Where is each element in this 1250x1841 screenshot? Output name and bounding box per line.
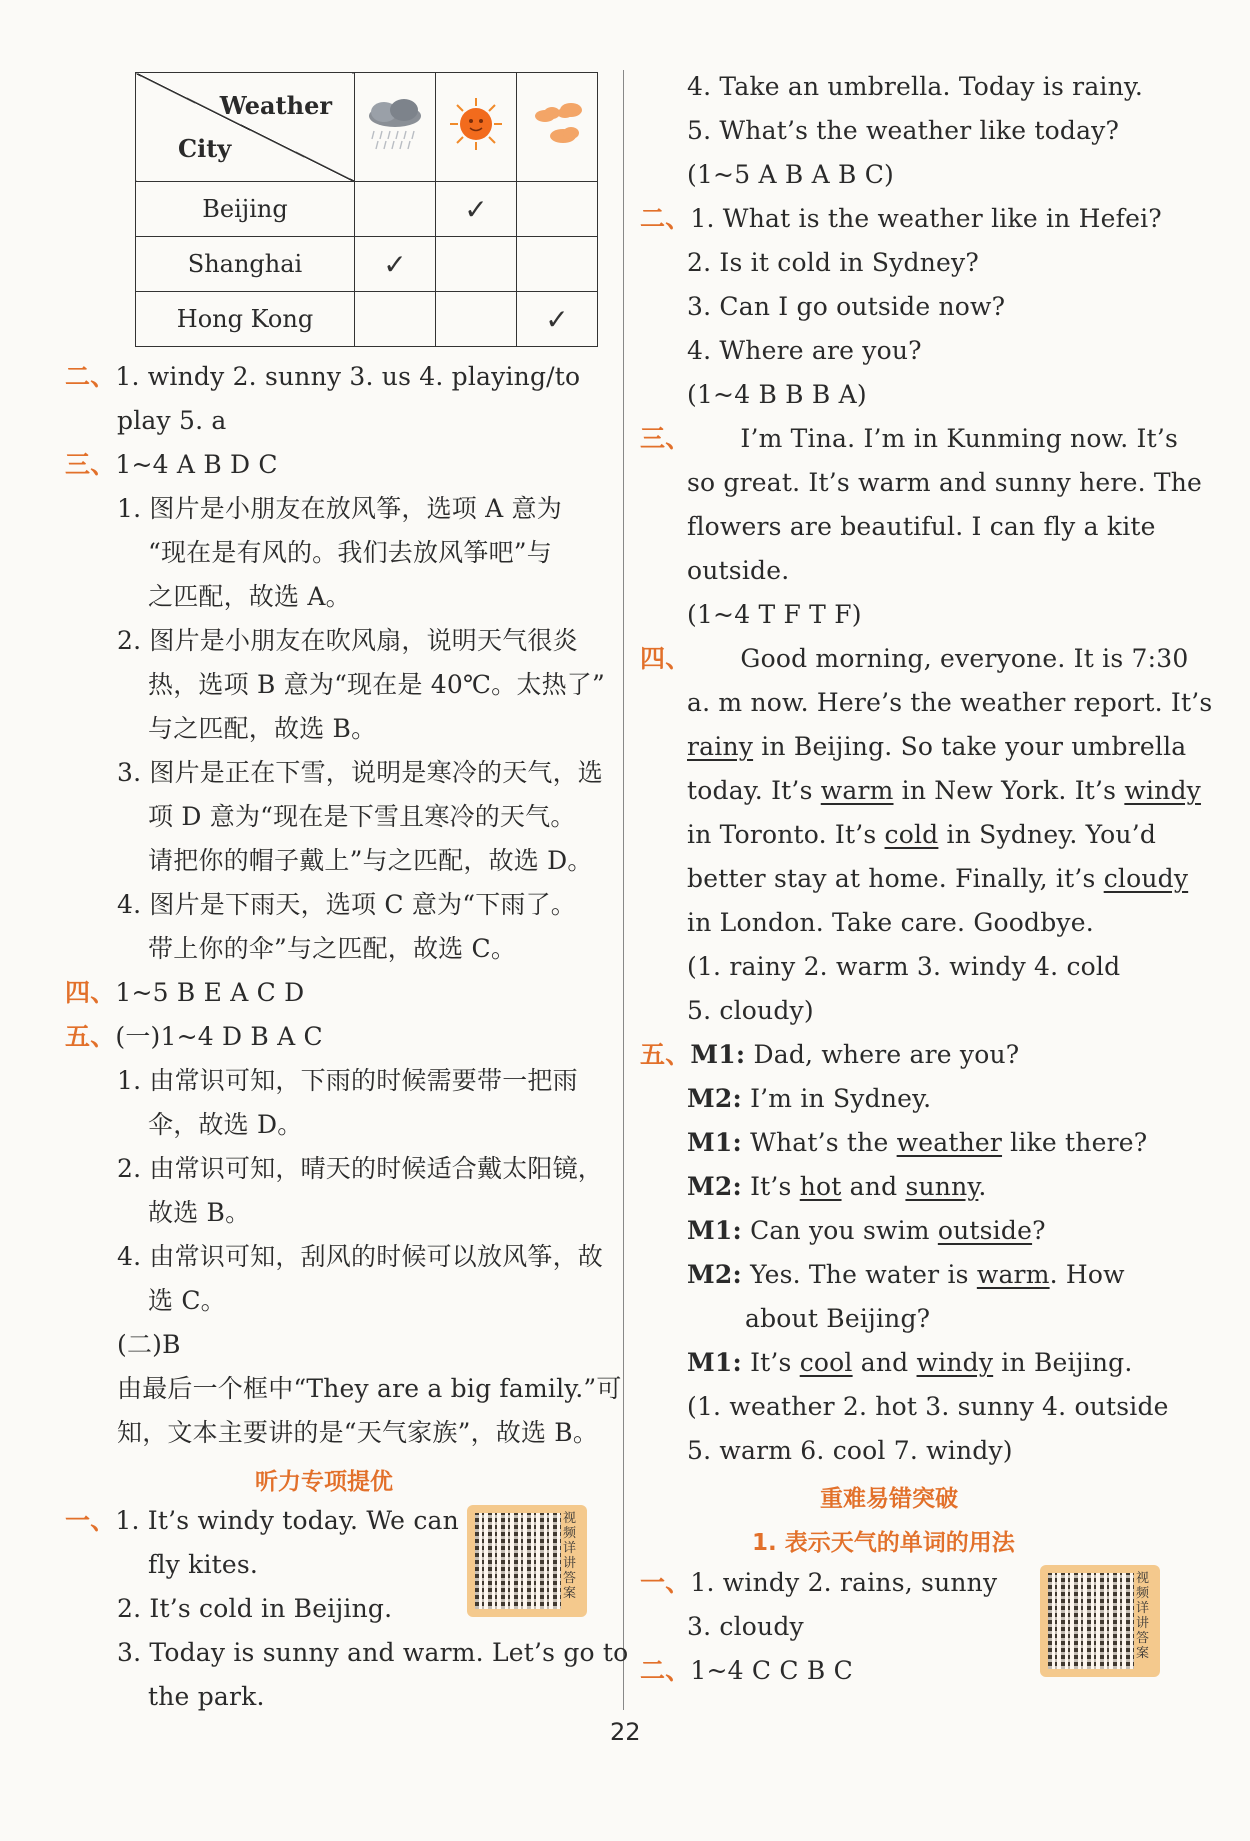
qr-caption: 视频详讲答案 (1136, 1571, 1150, 1661)
qr-code[interactable] (1040, 1565, 1160, 1677)
text-line: (1. weather 2. hot 3. sunny 4. outside (687, 1392, 1169, 1421)
table-cell (436, 292, 517, 347)
right-section-2: 二、1. What is the weather like in Hefei? (640, 204, 1162, 233)
table-cell (436, 237, 517, 292)
column-divider (623, 70, 624, 1710)
check-mark: ✓ (517, 292, 598, 347)
dialogue-line: about Beijing? (745, 1304, 931, 1333)
text-line: flowers are beautiful. I can fly a kite (687, 512, 1156, 541)
right-section-3: 三、 I’m Tina. I’m in Kunming now. It’s (640, 424, 1179, 453)
text-line: 与之匹配，故选 B。 (148, 714, 377, 743)
check-mark: ✓ (355, 237, 436, 292)
table-cell (355, 292, 436, 347)
text-line: 带上你的伞”与之匹配，故选 C。 (148, 934, 517, 963)
city-cell: Shanghai (136, 237, 355, 292)
table-cell (355, 182, 436, 237)
city-header: City (178, 134, 232, 163)
table-header-cell (136, 73, 355, 182)
text-line: 4. Where are you? (687, 336, 922, 365)
text-line: fly kites. (148, 1550, 259, 1579)
city-cell: Beijing (136, 182, 355, 237)
weather-table (135, 72, 598, 347)
text-line: 1. 由常识可知，下雨的时候需要带一把雨 (117, 1066, 578, 1095)
text-line: today. It’s warm in New York. It’s windy (687, 776, 1201, 805)
right-section-4: 四、 Good morning, everyone. It is 7:30 (640, 644, 1189, 673)
weather-header: Weather (219, 91, 332, 120)
text-line: 5. What’s the weather like today? (687, 116, 1120, 145)
text-line: 项 D 意为“现在是下雪且寒冷的天气。 (148, 802, 576, 831)
dialogue-line: M1: It’s cool and windy in Beijing. (687, 1348, 1133, 1377)
text-line: 故选 B。 (148, 1198, 251, 1227)
cloud-icon (517, 73, 598, 182)
text-line: 请把你的帽子戴上”与之匹配，故选 D。 (148, 846, 593, 875)
hard-2-line: 二、1~4 C C B C (640, 1656, 853, 1685)
dialogue-line: M2: Yes. The water is warm. How (687, 1260, 1125, 1289)
text-line: 由最后一个框中“They are a big family.”可 (117, 1374, 622, 1403)
hard-1-line: 一、1. windy 2. rains, sunny (640, 1568, 998, 1597)
right-section-5: 五、M1: Dad, where are you? (640, 1040, 1020, 1069)
city-cell: Hong Kong (136, 292, 355, 347)
text-line: 选 C。 (148, 1286, 226, 1315)
section-2-answers: 二、1. windy 2. sunny 3. us 4. playing/to (65, 362, 581, 391)
text-line: (1~5 A B A B C) (687, 160, 894, 189)
section-4-answers: 四、1~5 B E A C D (65, 978, 305, 1007)
listening-1-line: 一、1. It’s windy today. We can (65, 1506, 459, 1535)
text-line: better stay at home. Finally, it’s cloudy (687, 864, 1189, 893)
text-line: rainy in Beijing. So take your umbrella (687, 732, 1187, 761)
text-line: 1. 图片是小朋友在放风筝，选项 A 意为 (117, 494, 562, 523)
qr-code-image (1048, 1573, 1134, 1669)
text-line: 3. cloudy (687, 1612, 804, 1641)
text-line: in London. Take care. Goodbye. (687, 908, 1094, 937)
rain-cloud-icon (355, 73, 436, 182)
text-line: (二)B (117, 1330, 181, 1359)
dialogue-line: M2: It’s hot and sunny. (687, 1172, 987, 1201)
dialogue-line: M1: What’s the weather like there? (687, 1128, 1148, 1157)
text-line: a. m now. Here’s the weather report. It’s (687, 688, 1213, 717)
check-mark: ✓ (436, 182, 517, 237)
text-line: 伞，故选 D。 (148, 1110, 303, 1139)
listening-section-title: 听力专项提优 (255, 1469, 393, 1495)
text-line: play 5. a (117, 406, 227, 435)
sun-icon (436, 73, 517, 182)
section-3-answers: 三、1~4 A B D C (65, 450, 278, 479)
text-line: 之匹配，故选 A。 (148, 582, 351, 611)
qr-code[interactable] (467, 1505, 587, 1617)
text-line: so great. It’s warm and sunny here. The (687, 468, 1203, 497)
text-line: 5. cloudy) (687, 996, 814, 1025)
section-5-answers: 五、(一)1~4 D B A C (65, 1022, 323, 1051)
table-cell (517, 182, 598, 237)
text-line: (1~4 T F T F) (687, 600, 862, 629)
text-line: 5. warm 6. cool 7. windy) (687, 1436, 1013, 1465)
text-line: outside. (687, 556, 790, 585)
qr-caption: 视频详讲答案 (563, 1511, 577, 1601)
text-line: 3. 图片是正在下雪，说明是寒冷的天气，选 (117, 758, 604, 787)
hard-section-title: 重难易错突破 (820, 1486, 958, 1512)
text-line: in Toronto. It’s cold in Sydney. You’d (687, 820, 1157, 849)
text-line: 知，文本主要讲的是“天气家族”，故选 B。 (117, 1418, 599, 1447)
text-line: 2. 由常识可知，晴天的时候适合戴太阳镜， (117, 1154, 604, 1183)
table-cell (517, 237, 598, 292)
dialogue-line: M1: Can you swim outside? (687, 1216, 1046, 1245)
text-line: 4. Take an umbrella. Today is rainy. (687, 72, 1144, 101)
text-line: “现在是有风的。我们去放风筝吧”与 (148, 538, 552, 567)
sub-section-title: 1. 表示天气的单词的用法 (752, 1530, 1015, 1556)
text-line: the park. (148, 1682, 265, 1711)
qr-code-image (475, 1513, 561, 1609)
page-number: 22 (610, 1718, 641, 1746)
text-line: 3. Today is sunny and warm. Let’s go to (117, 1638, 629, 1667)
text-line: 2. Is it cold in Sydney? (687, 248, 979, 277)
dialogue-line: M2: I’m in Sydney. (687, 1084, 932, 1113)
text-line: 2. It’s cold in Beijing. (117, 1594, 393, 1623)
text-line: 3. Can I go outside now? (687, 292, 1006, 321)
text-line: 2. 图片是小朋友在吹风扇，说明天气很炎 (117, 626, 578, 655)
text-line: 4. 由常识可知，刮风的时候可以放风筝，故 (117, 1242, 604, 1271)
text-line: (1~4 B B B A) (687, 380, 867, 409)
text-line: 4. 图片是下雨天，选项 C 意为“下雨了。 (117, 890, 577, 919)
text-line: (1. rainy 2. warm 3. windy 4. cold (687, 952, 1121, 981)
text-line: 热，选项 B 意为“现在是 40℃。太热了” (148, 670, 605, 699)
